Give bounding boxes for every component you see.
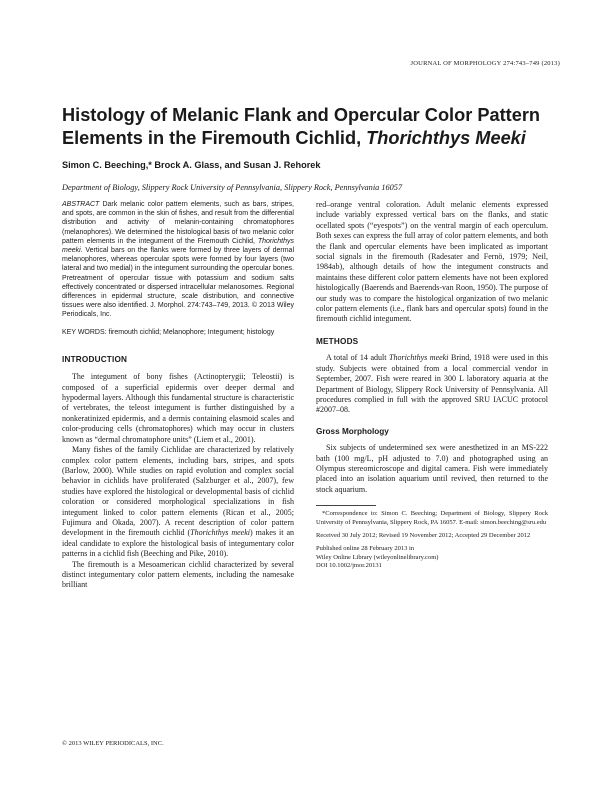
gross-morphology-heading: Gross Morphology [316,426,389,436]
title-species: Thorichthys Meeki [366,128,526,148]
abstract-continued: red–orange ventral coloration. Adult melanic elements expressed include variably expressed vertical bars on the flanks, and static ocellated spots (“eyespots”) on the ventral margin of each operculum. Both sexes can express the full array of color pattern elements, and both the flank and opercular elements have been implicated as important social signals in the firemouth (Radesater and Fernö, 1979; Neil, 1984ab), although details of how the integument constructs and maintains these different color pattern elements have not been explored histologically (Baerends and Baerends-van Roon, 1950). The purpose of our study was to compare the histological organization of two melanic color pattern elements (i.e., flank bars and opercular spots) found in the firemouth cichlid integument. [316,200,548,324]
abstract-copyright: © 2013 Wiley Periodicals, Inc. [62,302,294,319]
footnote-rule [316,505,376,506]
right-column [316,200,548,571]
correspondence-note: *Correspondence to: Simon C. Beeching; Department of Biology, Slippery Rock University of Pennsylvania, Slippery Rock, PA 16057. E-mail: simon.beeching@sru.edu [316,510,548,526]
methods-heading: METHODS [316,336,359,346]
abstract-text-1: Dark melanic color pattern elements, such as bars, stripes, and spots, are common in the skin of fishes, and result from the differential distribution and activity of melanin-containing chromatophores (melanophores). We determined the histological basis of two melanic color pattern elements in the integument of the Firemouth Cichlid, [62,201,294,245]
intro-paragraph-1: The integument of bony fishes (Actinopterygii; Teleostii) is composed of a superficial epidermis over deeper dermal and hypodermal layers. Although this fundamental structure is characteristic of vertebrates, the teleost integument is further distinguished by a nonkeratinized epidermis, and a dermis containing elasmoid scales and color-producing cells (chromatophores) which may occur in clusters known as “dermal chromatophore units” (Liem et al., 2001). [62,372,294,444]
methods-paragraph-2: Six subjects of undetermined sex were anesthetized in an MS-222 bath (100 mg/L, pH adjusted to 7.0) and photographed using an Olympus stereomicroscope and digital camera. Fish were immediately placed into an isolation aquarium until revived, then returned to the stock aquarium. [316,443,548,494]
keywords-text: firemouth cichlid; Melanophore; Integument; histology [106,328,275,336]
received-dates: Received 30 July 2012; Revised 19 November 2012; Accepted 29 December 2012 [316,531,531,539]
affiliation: Department of Biology, Slippery Rock University of Pennsylvania, Slippery Rock, Pennsylvania 16057 [62,183,403,192]
abstract-species: Thorichthys meeki [62,237,294,255]
intro-paragraph-2 [62,445,294,559]
introduction-heading: INTRODUCTION [62,354,128,364]
running-head: JOURNAL OF MORPHOLOGY 274:743–749 (2013) [410,60,560,67]
published-online: Published online 28 February 2013 in [316,545,415,553]
abstract-label: ABSTRACT [62,201,100,208]
keywords-label: KEY WORDS: [62,328,107,336]
left-column [62,200,294,591]
intro-p2-b: ) makes it an ideal candidate to explore the histological basis of integumentary color patterns in a cichlid fish (Beeching and Pike, 2010). [62,528,294,559]
intro-p2-species: Thorichthys meeki [190,528,250,538]
online-library: Wiley Online Library (wileyonlinelibrary.com) [316,553,439,561]
page-footer-copyright: © 2013 WILEY PERIODICALS, INC. [62,740,164,747]
author-list: Simon C. Beeching,* Brock A. Glass, and Susan J. Rehorek [62,160,321,170]
abstract-text-2: . Vertical bars on the flanks were formed by three layers of dermal melanophores, whereas opercular spots were formed by four layers (two lateral and two medial) in the integument surrounding the opercular bones. Pretreatment of opercular tissue with potassium and sodium salts effectively concentrated or dispersed intracellular melanosomes. Regional differences in epidermal structure, scale distribution, and connective tissues were also identified. J. Morphol. 274:743–749, 2013. [62,247,294,310]
article-title [62,104,562,150]
intro-paragraph-3: The firemouth is a Mesoamerican cichlid characterized by several distinct integumentary color pattern elements, including the namesake brilliant [62,559,294,590]
doi: DOI 10.1002/jmor.20131 [316,562,382,570]
methods-p1-species: Thorichthys meeki [389,353,449,363]
keywords [62,328,294,337]
abstract [62,200,294,337]
intro-p2-a: Many fishes of the family Cichlidae are characterized by relatively complex color pattern elements, including bars, stripes, and spots (Barlow, 2000). While studies on rapid evolution and complex social behavior in cichlids have proliferated (Salzburger et al., 2007), few studies have explored the histological or developmental basis of cichlid coloration or considered morphological specializations in fish integument linked to color pattern elements (Rican et al., 2005; Fujimura and Okada, 2007). A recent description of color pattern development in the firemouth cichlid ( [62,445,294,538]
methods-paragraph-1 [316,353,548,415]
footnote-block [316,505,548,570]
methods-p1-a: A total of 14 adult [326,353,390,363]
methods-p1-b: Brind, 1918 were used in this study. Subjects were obtained from a local commercial vendor in September, 2007. Fish were reared in 300 L laboratory aquaria at the Department of Biology, Slippery Rock University of Pennsylvania. All procedures complied in full with the approved SRU IACUC protocol #2007–08. [316,353,549,415]
title-main: Histology of Melanic Flank and Opercular Color Pattern Elements in the Firemouth Cichlid, [62,105,541,148]
